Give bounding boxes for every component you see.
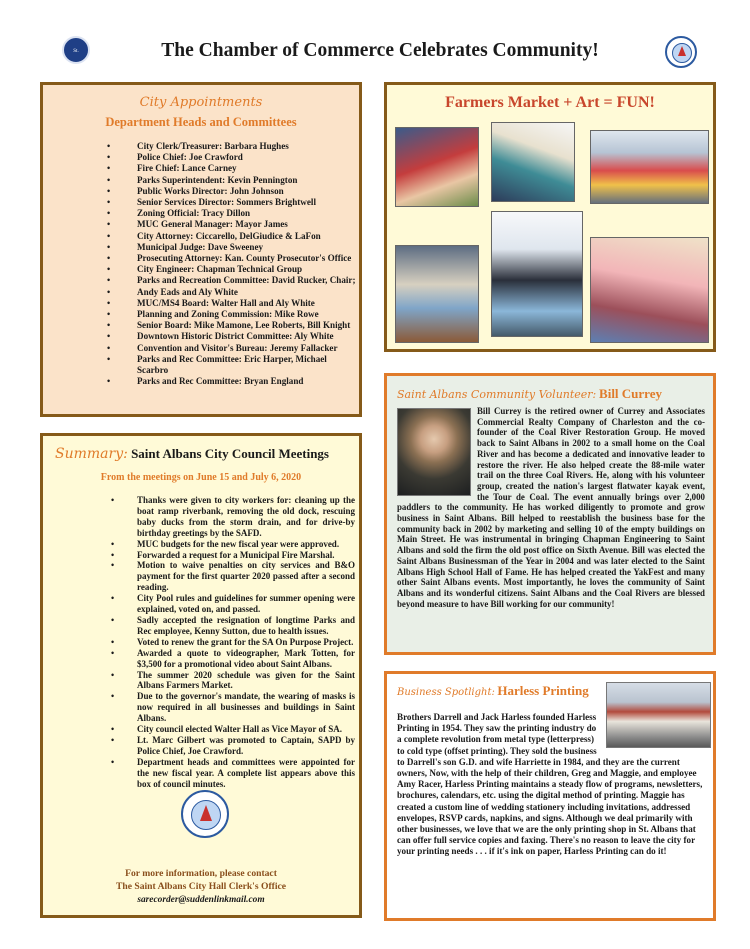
- contact-office: The Saint Albans City Hall Clerk's Office: [115, 881, 287, 892]
- appointment-item: • Parks Superintendent: Kevin Pennington: [137, 175, 359, 186]
- market-photo: [395, 127, 479, 207]
- appointment-item: • Convention and Visitor's Bureau: Jeremy Fallacker: [137, 343, 359, 354]
- summary-list: [137, 495, 355, 789]
- appointment-item: • City Attorney: Ciccarello, DelGiudice & LaFon: [137, 231, 359, 242]
- summary-box: [40, 433, 362, 918]
- business-text: Brothers Darrell and Jack Harless founded Harless Printing in 1954. They saw the printing industry do a complete revolution from metal type (letterpress) to cold type (offset printing). They sold the business to Darrell's son G.D. and wife Harriette in 1984, and they are the current owners, Now, with the help of their children, Greg and Maggie, and employee Amy Racer, Harless Printing maintains a steady flow of programs, newsletters, brochures, calendars, etc. using the digital method of printing. Maggie has created a custom line of wedding stationery including invitations, addressed envelopes, RSVP cards, napkins, and signs. Although we deal primarily with other businesses, we love that we are the only printing shop in St. Albans that can offer full service copies and faxing. There's no reason to leave the city for your printing needs . . . if it's ink on paper, Harless Printing can do it!: [397, 712, 703, 857]
- market-photo: [491, 122, 575, 202]
- summary-item: • Forwarded a request for a Municipal Fire Marshal.: [137, 550, 355, 561]
- volunteer-text-wrap: [397, 406, 705, 609]
- appointments-box: [40, 82, 362, 417]
- market-photo: [590, 237, 709, 343]
- appointment-item: • Parks and Recreation Committee: David Rucker, Chair;: [137, 275, 359, 286]
- volunteer-name: Bill Currey: [599, 386, 662, 401]
- appointments-title: Department Heads and Committees: [105, 115, 297, 129]
- summary-item: • Sadly accepted the resignation of longtime Parks and Rec employee, Kenny Sutton, due to health issues.: [137, 615, 355, 637]
- appointment-item: • Prosecuting Attorney: Kan. County Prosecutor's Office: [137, 253, 359, 264]
- summary-item: • City council elected Walter Hall as Vice Mayor of SA.: [137, 724, 355, 735]
- business-box: [384, 671, 716, 921]
- appointment-item: • Fire Chief: Lance Carney: [137, 163, 359, 174]
- farmers-market-box: [384, 82, 716, 352]
- business-label: Business Spotlight:: [397, 687, 495, 698]
- market-photo: [491, 211, 583, 337]
- summary-item: • Awarded a quote to videographer, Mark Totten, for $3,500 for a promotional video about Saint Albans.: [137, 648, 355, 670]
- market-photo: [590, 130, 709, 204]
- summary-subtitle: From the meetings on June 15 and July 6, 2020: [100, 472, 302, 483]
- appointment-item: • MUC/MS4 Board: Walter Hall and Aly White: [137, 298, 359, 309]
- appointment-item: • Parks and Rec Committee: Bryan England: [137, 376, 359, 387]
- summary-item: • Lt. Marc Gilbert was promoted to Captain, SAPD by Police Chief, Joe Crawford.: [137, 735, 355, 757]
- appointment-item: • Zoning Official: Tracy Dillon: [137, 208, 359, 219]
- page-title: The Chamber of Commerce Celebrates Community!: [161, 40, 599, 61]
- market-photo: [395, 245, 479, 343]
- contact-line: For more information, please contact: [125, 868, 277, 879]
- farmers-market-title: Farmers Market + Art = FUN!: [445, 94, 655, 111]
- business-name: Harless Printing: [497, 683, 589, 698]
- appointment-item: • Municipal Judge: Dave Sweeney: [137, 242, 359, 253]
- appointment-item: • Police Chief: Joe Crawford: [137, 152, 359, 163]
- summary-label: Summary:: [55, 446, 128, 462]
- volunteer-label: Saint Albans Community Volunteer:: [397, 388, 597, 401]
- appointment-item: • Public Works Director: John Johnson: [137, 186, 359, 197]
- summary-title: Saint Albans City Council Meetings: [131, 446, 329, 461]
- appointments-script-title: City Appointments: [139, 95, 263, 110]
- appointment-item: • Senior Board: Mike Mamone, Lee Roberts, Bill Knight: [137, 320, 359, 331]
- appointment-item: • Planning and Zoning Commission: Mike Rowe: [137, 309, 359, 320]
- appointment-item: • City Engineer: Chapman Technical Group: [137, 264, 359, 275]
- summary-item: • Department heads and committees were appointed for the new fiscal year. A complete list appears above this box of council minutes.: [137, 757, 355, 790]
- appointment-item: • MUC General Manager: Mayor James: [137, 219, 359, 230]
- city-seal-icon: [665, 36, 697, 68]
- appointment-item: • Andy Eads and Aly White: [137, 287, 359, 298]
- volunteer-text: Bill Currey is the retired owner of Currey and Associates Commercial Realty Company of Charleston and the co-founder of the Coal River Restoration Group. He moved back to Saint Albans in 2002 to a small home on the Coal River and has become a dedicated and innovative leader to restore the river. He also helped create the 88-mile water trail on the three Coal Rivers. He, along with his volunteer group, created the nation's largest flatwater kayak event, the Tour de Coal. The event annually brings over 2,000 paddlers to the community. He has worked diligently to promote and grow business in Saint Albans. Bill helped to reestablish the business base for the community back in 2002 by marketing and selling 10 of the empty buildings on Main Street. He was instrumental in bringing Chapman Engineering to Saint Albans and sold the firm the old post office on Sixth Avenue. Bill was elected the Saint Albans Businessman of the Year in 2004 and was later elected to the Saint Albans High School Hall of Fame. He has helped created the YakFest and many other Saint Albans events. Most importantly, he loves the community of Saint Albans and its wonderful citizens. Saint Albans and the Coal Rivers are blessed beyond measure to have Bill working for our community!: [397, 406, 705, 609]
- appointment-item: • Senior Services Director: Sommers Brightwell: [137, 197, 359, 208]
- summary-item: • Thanks were given to city workers for: cleaning up the boat ramp riverbank, removing the old dock, rescuing baby ducks from the storm drain, and for drive-by birthday greetings by the SAFD.: [137, 495, 355, 539]
- volunteer-box: [384, 373, 716, 655]
- city-seal-icon: [181, 790, 229, 838]
- summary-item: • MUC budgets for the new fiscal year were approved.: [137, 539, 355, 550]
- appointment-item: • Downtown Historic District Committee: Aly White: [137, 331, 359, 342]
- summary-item: • Motion to waive penalties on city services and B&O payment for the first quarter 2020 passed after a second reading.: [137, 560, 355, 593]
- summary-item: • City Pool rules and guidelines for summer opening were explained, voted on, and passed.: [137, 593, 355, 615]
- appointment-item: • City Clerk/Treasurer: Barbara Hughes: [137, 141, 359, 152]
- business-text-wrap: [397, 712, 709, 858]
- summary-item: • Voted to renew the grant for the SA On Purpose Project.: [137, 637, 355, 648]
- summary-item: • The summer 2020 schedule was given for the Saint Albans Farmers Market.: [137, 670, 355, 692]
- contact-email[interactable]: sarecorder@suddenlinkmail.com: [137, 895, 265, 905]
- appointment-item: • Parks and Rec Committee: Eric Harper, Michael Scarbro: [137, 354, 359, 376]
- saint-albans-logo-icon: St.: [62, 36, 90, 64]
- appointments-list: [137, 141, 359, 387]
- summary-item: • Due to the governor's mandate, the wearing of masks is now required in all businesses and buildings in Saint Albans.: [137, 691, 355, 724]
